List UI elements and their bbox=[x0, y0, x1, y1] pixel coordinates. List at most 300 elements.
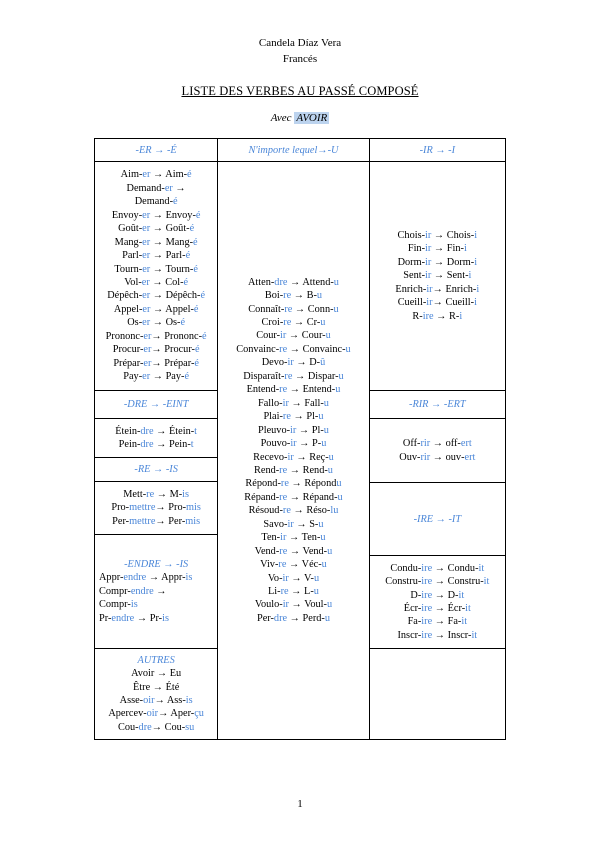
verb-segment: Condu- bbox=[390, 562, 422, 574]
verb-segment: u bbox=[326, 599, 333, 611]
verb-segment: dre bbox=[140, 425, 154, 437]
verb-segment: → Col- bbox=[149, 277, 184, 288]
verb-segment: rir bbox=[420, 438, 431, 450]
verb-line bbox=[95, 195, 217, 208]
verb-segment: ert bbox=[464, 451, 476, 463]
verb-segment: it bbox=[483, 576, 490, 588]
verb-segment: mettre bbox=[129, 515, 156, 527]
verb-segment: → bbox=[172, 182, 186, 194]
verb-segment: → Aim- bbox=[150, 169, 188, 181]
verb-segment: Compr- bbox=[99, 585, 131, 597]
rir-verbs-list bbox=[370, 437, 505, 464]
verb-segment: re bbox=[284, 303, 293, 315]
verb-segment: re bbox=[279, 384, 288, 396]
verb-segment: çu bbox=[194, 708, 204, 720]
verb-segment: Pleuvo- bbox=[257, 424, 291, 436]
verb-segment: endre bbox=[123, 572, 147, 584]
verb-segment: Off- bbox=[402, 438, 421, 450]
verb-segment: Cueill- bbox=[397, 297, 427, 309]
verb-segment: → Os- bbox=[150, 317, 181, 329]
verb-line bbox=[95, 694, 217, 707]
verb-segment: er bbox=[143, 344, 152, 356]
verb-line bbox=[218, 356, 368, 369]
verb-segment: u bbox=[313, 572, 320, 584]
verb-line bbox=[95, 357, 217, 370]
verb-segment: ire bbox=[422, 310, 434, 322]
any-verbs-cell bbox=[218, 162, 369, 740]
verb-segment: u bbox=[336, 478, 342, 490]
verb-segment: → Sent- bbox=[431, 270, 469, 282]
verb-segment: Être → Été bbox=[132, 681, 180, 693]
verb-segment: Pro- bbox=[111, 502, 130, 514]
verb-line bbox=[218, 424, 368, 437]
verb-segment: i bbox=[474, 297, 477, 309]
verb-line bbox=[370, 283, 505, 296]
verb-line bbox=[370, 589, 505, 602]
verb-segment: it bbox=[478, 562, 485, 574]
verb-segment: ir bbox=[282, 599, 289, 611]
verb-line bbox=[95, 276, 217, 289]
table-row bbox=[95, 162, 506, 391]
verb-segment: → Étein- bbox=[153, 425, 195, 437]
verb-line bbox=[218, 612, 368, 625]
verb-segment: Per- bbox=[256, 612, 274, 624]
verb-line bbox=[218, 477, 368, 490]
verb-segment: Demand- bbox=[126, 182, 165, 194]
verb-segment: re bbox=[280, 478, 289, 490]
verb-line bbox=[370, 562, 505, 575]
verb-segment: dre bbox=[273, 612, 288, 624]
verb-segment: Avoir → Eu bbox=[131, 668, 182, 680]
verb-line bbox=[218, 397, 368, 410]
verb-line bbox=[95, 343, 217, 356]
verb-segment: Rend- bbox=[254, 464, 280, 476]
verb-line bbox=[218, 518, 368, 531]
verb-segment: é bbox=[193, 263, 198, 275]
verb-segment: re bbox=[279, 545, 288, 557]
verb-line bbox=[95, 425, 217, 438]
verb-segment: u bbox=[318, 411, 324, 423]
verb-segment: u bbox=[320, 316, 326, 328]
verb-segment: Atten- bbox=[247, 276, 275, 288]
verb-segment: → L- bbox=[288, 586, 314, 598]
verb-segment: ire bbox=[421, 616, 433, 628]
verb-line bbox=[95, 330, 217, 343]
verb-segment: ir bbox=[426, 297, 433, 309]
verb-segment: u bbox=[323, 397, 329, 409]
rir-section-header: -RIR → -ERT bbox=[369, 391, 505, 419]
verb-line bbox=[370, 310, 505, 323]
verb-line bbox=[370, 615, 505, 628]
verb-line bbox=[95, 236, 217, 249]
verb-segment: → Appel- bbox=[150, 303, 194, 315]
verb-line bbox=[370, 602, 505, 615]
verb-segment: é bbox=[183, 277, 189, 288]
verb-segment: → Attend- bbox=[287, 276, 334, 288]
verb-segment: → Tourn- bbox=[150, 263, 194, 275]
verb-segment: → Répand- bbox=[287, 491, 338, 503]
verb-segment: Entend- bbox=[246, 384, 280, 396]
verb-segment: u bbox=[321, 438, 327, 450]
verb-segment: → Procur- bbox=[151, 344, 195, 356]
verb-segment: Asse- bbox=[119, 695, 144, 706]
endre-section-header: -ENDRE → -IS bbox=[124, 558, 189, 570]
verb-segment: → Pay- bbox=[150, 371, 185, 383]
verb-segment: → D- bbox=[293, 357, 321, 369]
verb-segment: i bbox=[474, 256, 478, 268]
subtitle-prefix: Avec bbox=[270, 112, 292, 124]
verb-line bbox=[218, 585, 368, 598]
verb-line bbox=[99, 612, 217, 625]
verb-segment: is bbox=[185, 695, 193, 706]
verb-segment: → Rend- bbox=[287, 464, 328, 476]
verb-segment: é bbox=[187, 169, 192, 181]
verb-segment: re bbox=[283, 316, 292, 328]
verb-segment: it bbox=[471, 629, 478, 641]
empty-cell bbox=[369, 649, 505, 740]
verb-segment: Cou- bbox=[117, 721, 139, 733]
verb-segment: → M- bbox=[154, 488, 183, 500]
verb-segment: u bbox=[333, 303, 339, 315]
verb-segment: é bbox=[202, 330, 207, 342]
verb-segment: ir bbox=[425, 229, 432, 241]
verb-segment: u bbox=[345, 343, 351, 355]
verb-segment: Compr- bbox=[99, 599, 131, 611]
verb-segment: û bbox=[320, 357, 326, 369]
verb-segment: er bbox=[142, 236, 151, 248]
verb-line bbox=[370, 629, 505, 642]
verb-segment: oir bbox=[143, 695, 155, 706]
verb-segment: Mett- bbox=[123, 488, 147, 500]
verb-segment: → Pein- bbox=[153, 439, 191, 450]
verb-segment: Per- bbox=[112, 515, 130, 527]
verb-line bbox=[95, 681, 217, 694]
verb-segment: → B- bbox=[291, 290, 317, 302]
verb-line bbox=[218, 531, 368, 544]
verb-segment: → Inscr- bbox=[432, 629, 472, 641]
verb-segment: ert bbox=[460, 438, 472, 450]
verb-segment: Ten- bbox=[261, 532, 281, 544]
verb-segment: Pouvo- bbox=[260, 438, 291, 450]
verb-segment: → Cour- bbox=[286, 330, 326, 342]
verb-segment: er bbox=[142, 263, 151, 275]
re-verbs-list bbox=[95, 488, 217, 528]
author-name: Candela Díaz Vera bbox=[258, 37, 342, 49]
verb-segment: ir bbox=[282, 572, 289, 584]
verb-segment: Disparaît- bbox=[243, 370, 285, 382]
verb-line bbox=[218, 383, 368, 396]
verb-segment: é bbox=[195, 209, 201, 221]
verb-line bbox=[218, 451, 368, 464]
verb-line bbox=[95, 438, 217, 451]
verb-segment: Voulo- bbox=[254, 599, 283, 611]
verb-segment: ir bbox=[426, 283, 433, 295]
verb-segment: é bbox=[184, 371, 190, 383]
verb-line bbox=[95, 168, 217, 181]
verb-segment: Recevo- bbox=[253, 451, 288, 463]
verb-segment: → Pl- bbox=[296, 424, 324, 436]
verb-segment: Appel- bbox=[113, 303, 143, 315]
verb-segment: Aim- bbox=[120, 169, 143, 181]
verb-line bbox=[218, 504, 368, 517]
verb-segment: → Conn- bbox=[292, 303, 334, 315]
autres-verbs-list bbox=[95, 667, 217, 734]
verb-segment: → Goût- bbox=[150, 223, 190, 235]
verb-segment: ire bbox=[421, 629, 433, 641]
subtitle bbox=[0, 112, 600, 124]
verb-segment: → Dorm- bbox=[431, 256, 475, 268]
verb-segment: er bbox=[142, 303, 151, 315]
verb-segment: ire bbox=[421, 576, 433, 588]
verb-segment: is bbox=[185, 572, 193, 584]
verb-line bbox=[95, 370, 217, 383]
verb-line bbox=[95, 303, 217, 316]
verb-segment: → Pr- bbox=[134, 612, 163, 624]
verb-segment: u bbox=[337, 491, 343, 503]
endre-verbs-list bbox=[95, 571, 217, 625]
verb-line bbox=[95, 488, 217, 501]
verb-segment: Li- bbox=[268, 586, 281, 598]
verb-segment: u bbox=[327, 464, 333, 476]
verb-segment: → ouv- bbox=[430, 451, 465, 463]
verb-segment: → Répond bbox=[288, 478, 337, 490]
verb-segment: Parl- bbox=[122, 250, 143, 262]
ir-column-header: -IR → -I bbox=[369, 139, 505, 162]
verb-segment: oir bbox=[146, 708, 159, 720]
verb-segment: ire bbox=[421, 589, 433, 601]
verb-segment: Croi- bbox=[261, 316, 284, 328]
re-section-header: -RE → -IS bbox=[95, 458, 218, 482]
verb-segment: u bbox=[333, 276, 339, 288]
verb-segment: Pay- bbox=[123, 371, 143, 383]
verb-line bbox=[218, 303, 368, 316]
verb-segment: it bbox=[458, 589, 465, 601]
verb-segment: er bbox=[141, 277, 150, 288]
verb-segment: dre bbox=[140, 439, 154, 450]
verb-segment: é bbox=[173, 196, 178, 208]
verb-segment: i bbox=[474, 229, 478, 241]
verb-line bbox=[95, 316, 217, 329]
verb-segment: é bbox=[194, 357, 199, 369]
verb-line bbox=[370, 229, 505, 242]
verb-segment: re bbox=[278, 559, 287, 571]
verb-segment: → Aper- bbox=[158, 708, 195, 720]
verb-line bbox=[95, 263, 217, 276]
verb-segment: ir bbox=[282, 397, 289, 409]
verb-segment: i bbox=[463, 243, 467, 255]
verb-segment: er bbox=[142, 209, 151, 221]
verb-segment: → Dépêch- bbox=[150, 290, 201, 302]
autres-cell bbox=[95, 649, 218, 740]
verb-segment: → Pro- bbox=[155, 502, 187, 514]
verb-segment: ir bbox=[280, 330, 287, 342]
verb-segment: it bbox=[465, 603, 471, 614]
verb-segment: Dorm- bbox=[397, 256, 426, 268]
verb-segment: ir bbox=[425, 256, 432, 268]
er-verbs-cell bbox=[95, 162, 218, 391]
verb-segment: → Cou- bbox=[151, 721, 186, 733]
verb-segment: re bbox=[280, 586, 289, 598]
any-verbs-list bbox=[218, 276, 368, 626]
verb-segment: Connaît- bbox=[248, 303, 285, 315]
verb-segment: u bbox=[321, 559, 327, 571]
verb-segment: → D- bbox=[432, 589, 459, 601]
verb-segment: → Fa- bbox=[432, 616, 462, 628]
verb-segment: ir bbox=[287, 518, 294, 530]
verb-segment: → Mang- bbox=[150, 236, 194, 248]
verb-segment: Pein- bbox=[118, 439, 141, 450]
verb-segment: → Condu- bbox=[432, 562, 479, 574]
verb-segment: ir bbox=[425, 243, 432, 255]
ir-verbs-cell bbox=[369, 162, 505, 391]
verb-segment: ire bbox=[421, 603, 433, 614]
verb-segment: → Enrich- bbox=[432, 283, 477, 295]
verb-segment: é bbox=[193, 236, 198, 248]
er-verbs-list bbox=[95, 168, 217, 383]
verb-line bbox=[95, 721, 217, 734]
verb-segment: mettre bbox=[129, 502, 156, 514]
autres-section-header: AUTRES bbox=[137, 654, 175, 666]
verb-line bbox=[218, 316, 368, 329]
verb-segment: → Ten- bbox=[286, 532, 321, 544]
verb-segment: Tourn- bbox=[114, 263, 143, 275]
verb-segment: → Fin- bbox=[431, 243, 464, 255]
verb-segment: it bbox=[461, 616, 468, 628]
rir-verbs-cell bbox=[369, 419, 505, 483]
verb-segment: u bbox=[327, 545, 333, 557]
verb-segment: → Fall- bbox=[288, 397, 324, 409]
verb-segment: Chois- bbox=[397, 229, 426, 241]
verb-segment: R- bbox=[412, 310, 423, 322]
ire-section-header: -IRE → -IT bbox=[369, 483, 505, 556]
verb-line bbox=[95, 501, 217, 514]
verb-segment: Boi- bbox=[264, 290, 284, 302]
verb-segment: é bbox=[189, 223, 195, 235]
re-verbs-cell bbox=[95, 482, 218, 535]
verb-line bbox=[218, 289, 368, 302]
verb-segment: Inscr- bbox=[397, 629, 422, 641]
verb-segment: ir bbox=[425, 270, 432, 282]
table-header-row bbox=[95, 139, 506, 162]
verb-segment: Convainc- bbox=[236, 343, 280, 355]
verb-line bbox=[95, 182, 217, 195]
verb-segment: → R- bbox=[433, 310, 460, 322]
verb-segment: ir bbox=[290, 438, 297, 450]
dre-verbs-list bbox=[95, 425, 217, 452]
verb-segment: é bbox=[200, 290, 206, 302]
verb-segment: → Parl- bbox=[150, 250, 186, 262]
verb-line bbox=[370, 242, 505, 255]
verb-segment: → bbox=[153, 585, 167, 597]
verb-segment: é bbox=[193, 303, 199, 315]
verb-segment: re bbox=[282, 505, 291, 517]
verb-line bbox=[218, 464, 368, 477]
verb-segment: er bbox=[142, 223, 151, 235]
verb-segment: → Pl- bbox=[290, 411, 319, 423]
verb-segment: → Voul- bbox=[288, 599, 327, 611]
verb-segment: re bbox=[279, 343, 288, 355]
verb-segment: u bbox=[324, 612, 330, 624]
verb-segment: i bbox=[468, 270, 472, 282]
ire-verbs-list bbox=[370, 562, 505, 643]
verb-segment: → V- bbox=[288, 572, 314, 584]
verb-segment: → Chois- bbox=[431, 229, 475, 241]
verb-line bbox=[95, 707, 217, 720]
verb-segment: Constru- bbox=[385, 576, 422, 588]
page-number: 1 bbox=[297, 798, 303, 810]
verb-segment: Pr- bbox=[99, 612, 112, 624]
verb-segment: u bbox=[328, 451, 334, 463]
verb-line bbox=[218, 545, 368, 558]
verb-segment: endre bbox=[111, 612, 135, 624]
verb-segment: é bbox=[194, 344, 200, 356]
verb-line bbox=[95, 222, 217, 235]
verb-segment: er bbox=[142, 169, 151, 181]
verb-segment: is bbox=[162, 612, 169, 624]
verb-line bbox=[218, 370, 368, 383]
verb-segment: → Vend- bbox=[287, 545, 328, 557]
any-column-header: N'importe lequel→-U bbox=[218, 139, 369, 162]
verb-segment: re bbox=[279, 491, 288, 503]
verb-segment: → Reç- bbox=[293, 451, 329, 463]
verb-segment: → Appr- bbox=[146, 572, 186, 584]
verb-segment: → Écr- bbox=[432, 603, 466, 614]
verb-segment: Goût- bbox=[118, 223, 143, 235]
verb-segment: ire bbox=[421, 562, 433, 574]
verb-segment: Sent- bbox=[403, 270, 426, 282]
verb-segment: i bbox=[459, 310, 463, 322]
verb-segment: → Cueill- bbox=[432, 297, 475, 309]
verb-segment: u bbox=[325, 330, 331, 342]
verb-segment: re bbox=[283, 290, 292, 302]
verb-line bbox=[218, 410, 368, 423]
verb-line bbox=[218, 491, 368, 504]
verb-segment: é bbox=[180, 317, 186, 329]
ire-verbs-cell bbox=[369, 556, 505, 649]
verb-line bbox=[370, 296, 505, 309]
verb-line bbox=[95, 667, 217, 680]
verb-segment: é bbox=[185, 250, 191, 262]
verb-segment: Résoud- bbox=[248, 505, 283, 517]
verb-segment: → Prépar- bbox=[151, 357, 195, 369]
verb-segment: → P- bbox=[296, 438, 322, 450]
verb-line bbox=[370, 451, 505, 464]
verb-segment: → Convainc- bbox=[287, 343, 346, 355]
verb-line bbox=[95, 249, 217, 262]
verb-line bbox=[95, 209, 217, 222]
verb-segment: ir bbox=[287, 451, 294, 463]
page-title: LISTE DES VERBES AU PASSÉ COMPOSÉ bbox=[181, 84, 419, 98]
verb-segment: → Per- bbox=[155, 515, 186, 527]
verb-segment: Cour- bbox=[256, 330, 281, 342]
verb-segment: Vo- bbox=[267, 572, 283, 584]
subtitle-highlight: AVOIR bbox=[296, 112, 328, 124]
verb-segment: Vend- bbox=[254, 545, 280, 557]
verb-line bbox=[99, 571, 217, 584]
verb-line bbox=[95, 289, 217, 302]
verb-segment: → off- bbox=[430, 438, 461, 450]
verb-segment: dre bbox=[138, 721, 152, 733]
verb-segment: Apercev- bbox=[108, 708, 147, 720]
verb-segment: re bbox=[282, 411, 291, 423]
verb-segment: Savo- bbox=[263, 518, 288, 530]
verb-segment: Répond- bbox=[245, 478, 281, 490]
verb-segment: ir bbox=[290, 424, 297, 436]
verb-line bbox=[370, 575, 505, 588]
verb-line bbox=[218, 276, 368, 289]
verb-segment: Fin- bbox=[407, 243, 426, 255]
verb-segment: Vol- bbox=[124, 277, 142, 288]
